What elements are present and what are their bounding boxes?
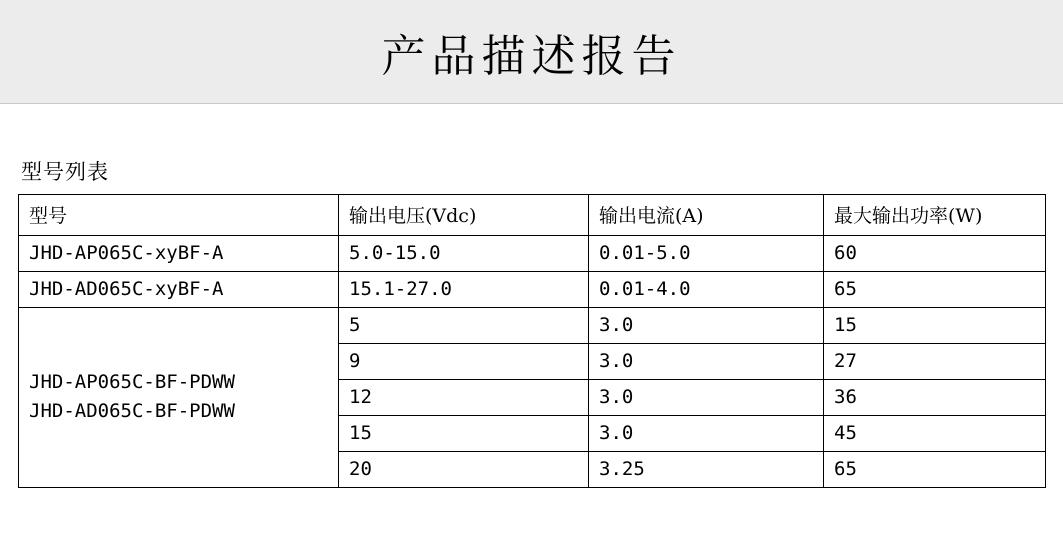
cell-power: 45 [824,416,1046,452]
table-header-row [19,195,1046,236]
cell-current: 3.0 [589,416,824,452]
cell-current: 3.0 [589,344,824,380]
cell-voltage: 12 [339,380,589,416]
cell-power: 27 [824,344,1046,380]
cell-current: 3.25 [589,452,824,488]
cell-current: 0.01-5.0 [589,236,824,272]
cell-model: JHD-AD065C-xyBF-A [19,272,339,308]
cell-model-group [19,308,339,488]
column-header-current: 输出电流(A) [589,195,824,236]
table-row [19,236,1046,272]
table-row [19,308,1046,344]
cell-power: 36 [824,380,1046,416]
cell-model-line-2: JHD-AD065C-BF-PDWW [29,400,235,422]
document-body [0,156,1063,488]
cell-voltage: 15.1-27.0 [339,272,589,308]
cell-power: 15 [824,308,1046,344]
cell-power: 65 [824,452,1046,488]
model-list-table [18,194,1046,488]
cell-voltage: 15 [339,416,589,452]
column-header-voltage: 输出电压(Vdc) [339,195,589,236]
document-header-band [0,0,1063,104]
cell-voltage: 20 [339,452,589,488]
column-header-power: 最大输出功率(W) [824,195,1046,236]
cell-voltage: 5 [339,308,589,344]
cell-voltage: 5.0-15.0 [339,236,589,272]
cell-current: 3.0 [589,308,824,344]
cell-voltage: 9 [339,344,589,380]
cell-model-line-1: JHD-AP065C-BF-PDWW [29,370,235,393]
cell-model: JHD-AP065C-xyBF-A [19,236,339,272]
cell-current: 0.01-4.0 [589,272,824,308]
cell-power: 60 [824,236,1046,272]
column-header-model: 型号 [19,195,339,236]
cell-power: 65 [824,272,1046,308]
table-row [19,272,1046,308]
page-title: 产品描述报告 [381,30,682,82]
section-title: 型号列表 [21,160,109,184]
cell-current: 3.0 [589,380,824,416]
